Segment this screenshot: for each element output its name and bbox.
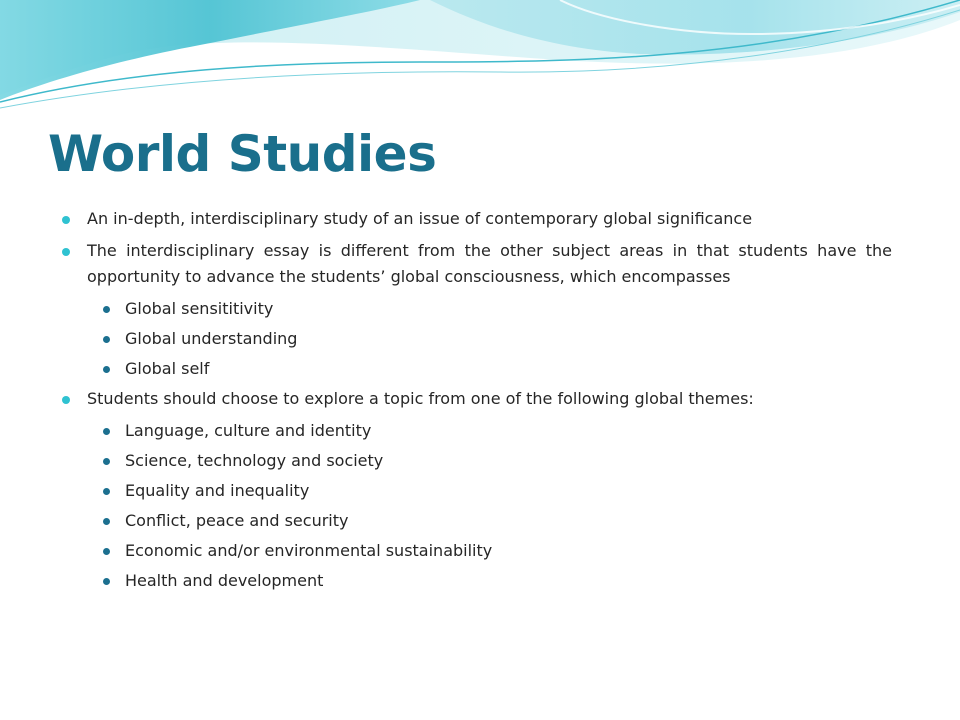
bullet-item <box>62 238 892 290</box>
sub-bullet-icon <box>103 336 110 343</box>
sub-bullet-item <box>62 448 892 474</box>
sub-bullet-text: Conflict, peace and security <box>125 511 349 530</box>
bullet-icon <box>62 396 70 404</box>
sub-bullet-text: Global self <box>125 359 210 378</box>
sub-bullet-icon <box>103 578 110 585</box>
bullet-text: The interdisciplinary essay is different from the other subject areas in that students have the opportunity to advance the students’ global consciousness, which encompasses <box>87 241 892 286</box>
sub-bullet-text: Language, culture and identity <box>125 421 372 440</box>
sub-bullet-icon <box>103 458 110 465</box>
bullet-text: Students should choose to explore a topic from one of the following global themes: <box>87 389 754 408</box>
sub-bullet-text: Global sensititivity <box>125 299 274 318</box>
sub-bullet-item <box>62 478 892 504</box>
sub-bullet-text: Science, technology and society <box>125 451 384 470</box>
bullet-icon <box>62 248 70 256</box>
sub-bullet-item <box>62 418 892 444</box>
sub-bullet-icon <box>103 518 110 525</box>
bullet-item <box>62 386 892 412</box>
bullet-list <box>62 206 892 598</box>
sub-bullet-item <box>62 356 892 382</box>
sub-bullet-text: Equality and inequality <box>125 481 310 500</box>
sub-bullet-item <box>62 326 892 352</box>
sub-bullet-item <box>62 296 892 322</box>
sub-bullet-icon <box>103 428 110 435</box>
wave-decoration <box>0 0 960 120</box>
sub-bullet-item <box>62 538 892 564</box>
sub-bullet-text: Economic and/or environmental sustainability <box>125 541 493 560</box>
bullet-icon <box>62 216 70 224</box>
sub-bullet-text: Health and development <box>125 571 324 590</box>
slide-title: World Studies <box>48 125 437 183</box>
sub-bullet-icon <box>103 548 110 555</box>
sub-bullet-icon <box>103 366 110 373</box>
sub-bullet-icon <box>103 488 110 495</box>
sub-bullet-icon <box>103 306 110 313</box>
bullet-text: An in-depth, interdisciplinary study of an issue of contemporary global significance <box>87 209 753 228</box>
sub-bullet-text: Global understanding <box>125 329 298 348</box>
sub-bullet-item <box>62 568 892 594</box>
bullet-item <box>62 206 892 232</box>
sub-bullet-item <box>62 508 892 534</box>
